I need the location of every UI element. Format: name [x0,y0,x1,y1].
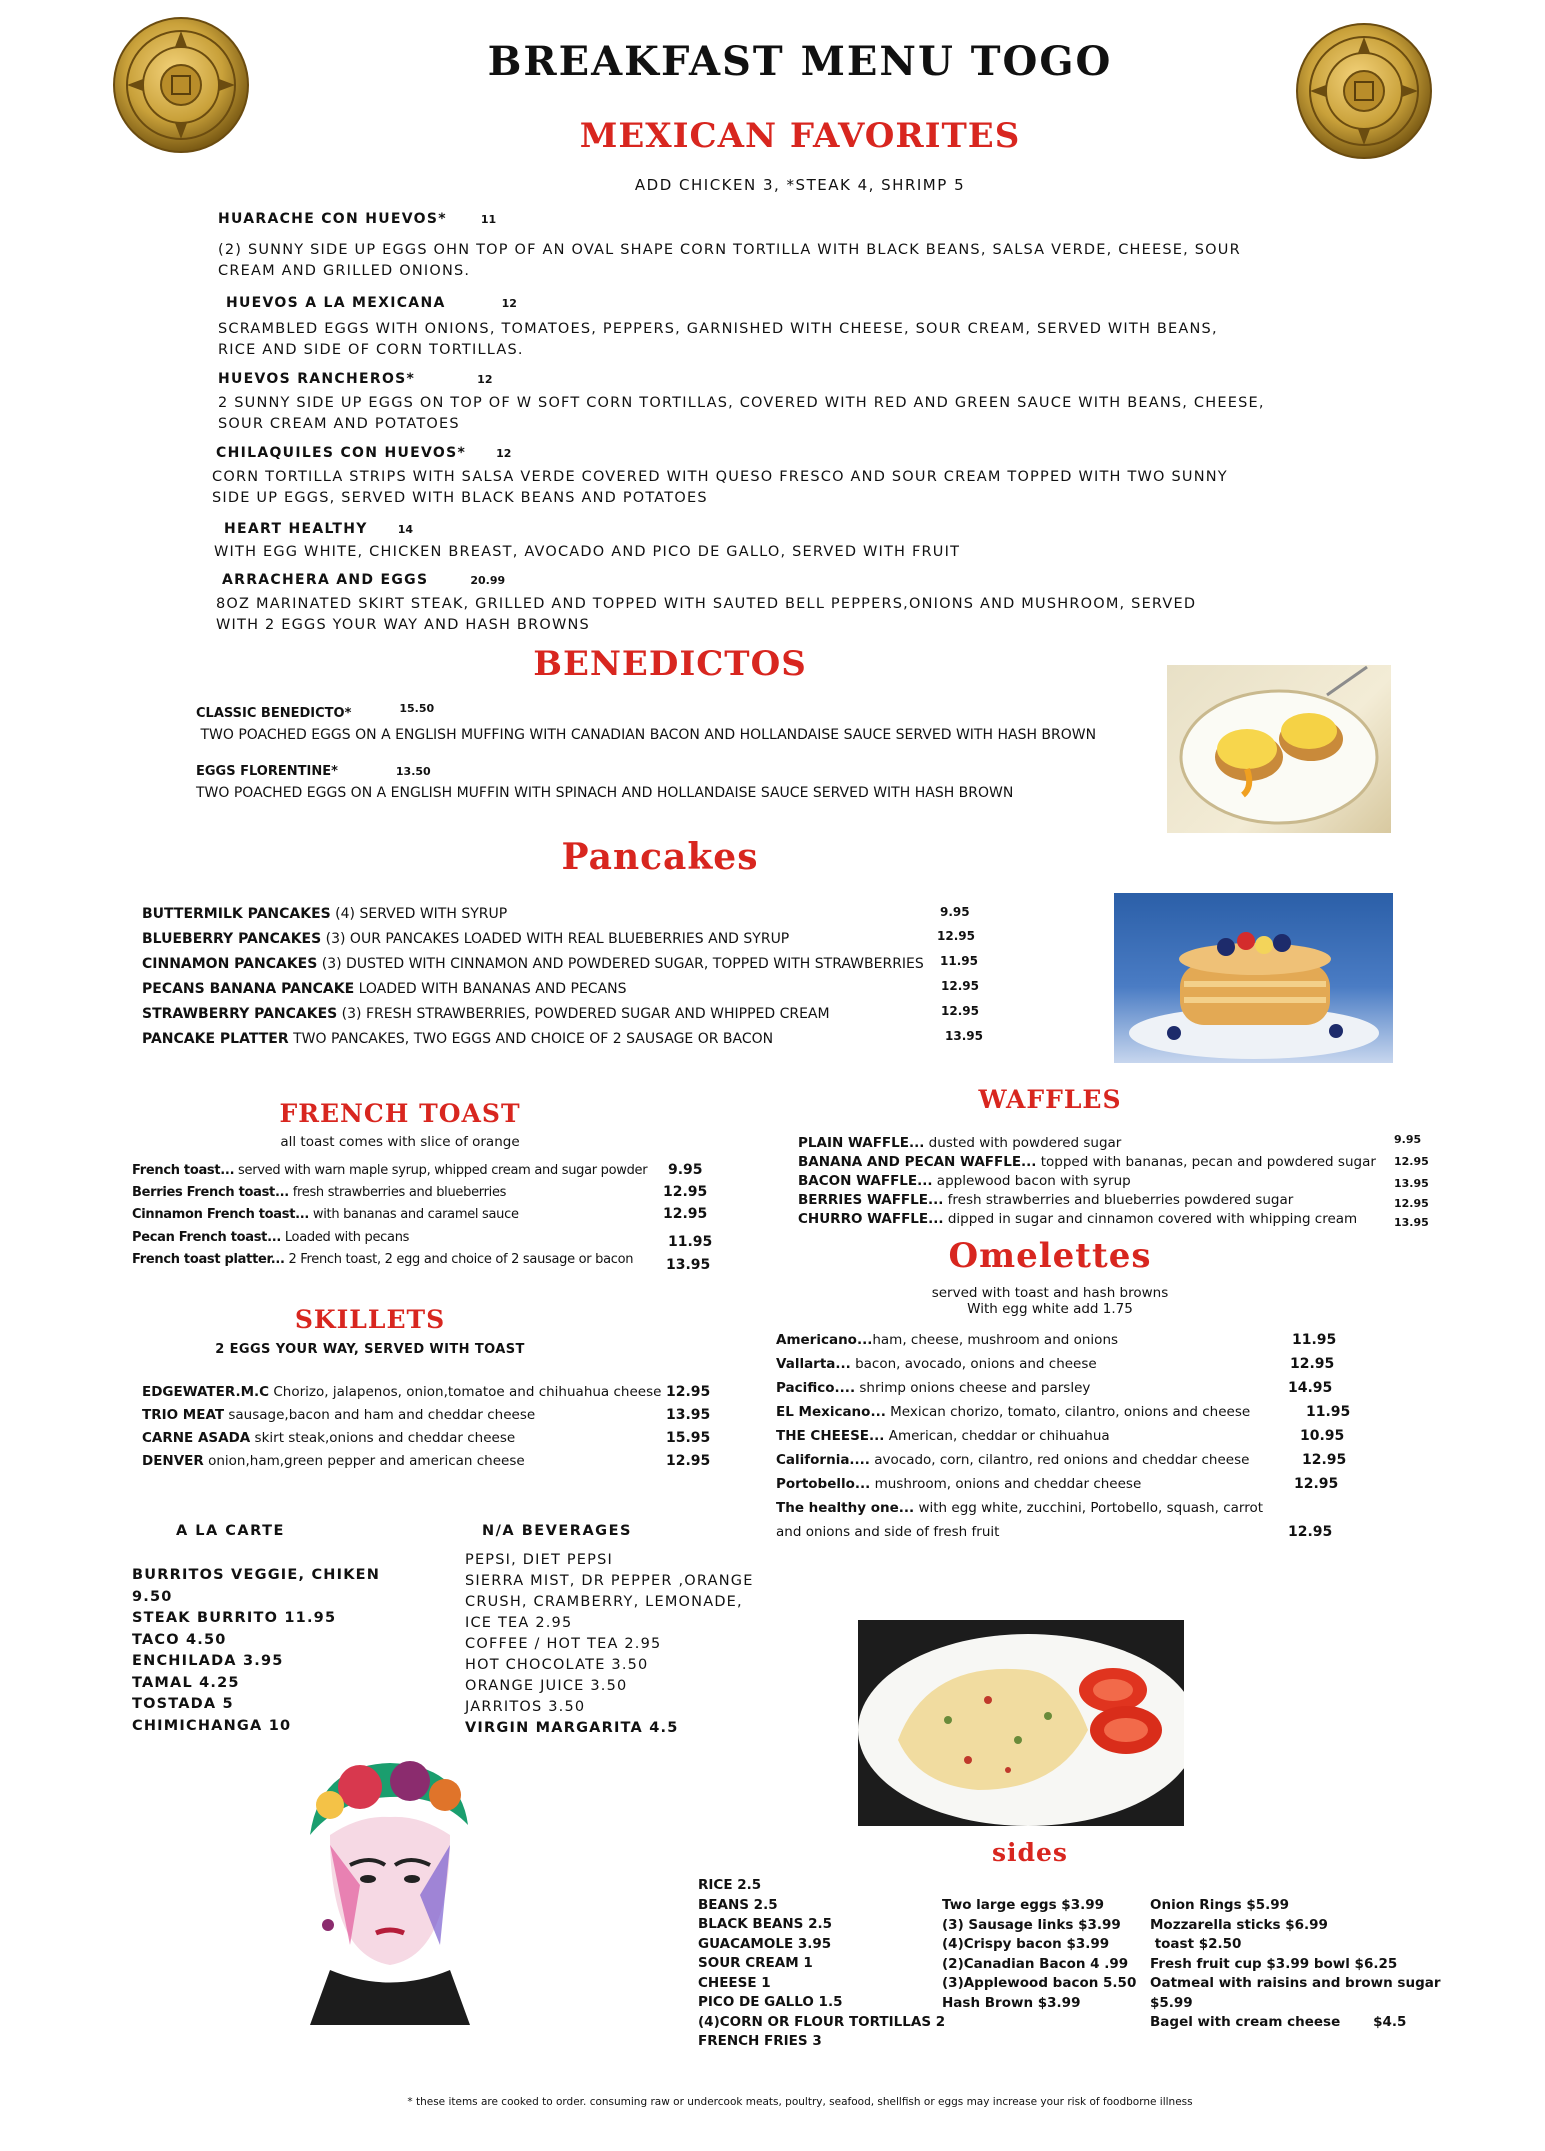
item-description: ham, cheese, mushroom and onions [872,1332,1119,1348]
item-price: 13.95 [666,1257,711,1273]
item-description: applewood bacon with syrup [932,1173,1131,1189]
mexican-item [226,292,517,311]
benedictos-title: BENEDICTOS [533,644,807,684]
item-price: 12.95 [941,979,979,993]
sides-column-2 [942,1896,1136,2013]
list-item: STEAK BURRITO 11.95 [132,1610,337,1626]
list-item: CHEESE 1 [698,1974,771,1991]
item-price: 13.95 [666,1407,711,1423]
omelettes-note-egg-white: With egg white add 1.75 [967,1301,1133,1317]
a-la-carte-list [132,1565,380,1737]
item-description: (2) SUNNY SIDE UP EGGS OHN TOP OF AN OVAL SHAPE CORN TORTILLA WITH BLACK BEANS, SALSA VERDE, CHEESE, SOUR CREAM AND GRILLED ONIONS. [218,242,1241,279]
list-item: $5.99 [1150,1994,1193,2011]
sides-title: sides [991,1838,1069,1867]
list-item: BLACK BEANS 2.5 [698,1916,833,1932]
waffle-item [798,1135,1121,1151]
list-item: Fresh fruit cup $3.99 bowl $6.25 [1150,1955,1398,1972]
omelette-plate-photo [858,1620,1184,1826]
eggs-benedict-photo [1167,665,1391,833]
item-description: TWO PANCAKES, TWO EGGS AND CHOICE OF 2 SAUSAGE OR BACON [288,1031,774,1047]
item-name: CARNE ASADA [142,1430,251,1446]
item-price: 12.95 [666,1453,711,1469]
beverages-list [465,1550,754,1739]
french-toast-item [132,1207,519,1222]
item-price: 11.95 [1292,1332,1337,1348]
item-price: 13.50 [395,765,431,778]
item-price: 12.95 [1302,1452,1347,1468]
omelette-item [776,1356,1097,1372]
item-description: shrimp onions cheese and parsley [855,1380,1091,1396]
list-item: Onion Rings $5.99 [1150,1897,1290,1913]
item-description: (3) FRESH STRAWBERRIES, POWDERED SUGAR AND WHIPPED CREAM [337,1006,830,1022]
item-price: 12.95 [663,1206,708,1222]
list-item: toast $2.50 [1150,1936,1242,1952]
item-name: Portobello... [776,1476,871,1492]
item-name: CLASSIC BENEDICTO* [196,706,352,721]
item-name: Cinnamon French toast... [132,1207,310,1222]
french-toast-note: all toast comes with slice of orange [280,1134,520,1150]
list-item: PEPSI, DIET PEPSI [465,1552,613,1568]
item-name: ARRACHERA AND EGGS [222,572,429,588]
list-item: (3) Sausage links $3.99 [942,1916,1121,1933]
item-price: 12 [501,297,517,310]
item-name: HUEVOS A LA MEXICANA [226,295,446,311]
item-price: 15.50 [399,702,435,715]
item-price: 12.95 [666,1384,711,1400]
item-name: BERRIES WAFFLE... [798,1192,944,1208]
footer-disclaimer: * these items are cooked to order. consuming raw or undercook meats, poultry, seafood, shellfish or eggs may increase your risk of foodborne illness [407,2096,1193,2108]
item-description: topped with bananas, pecan and powdered sugar [1036,1154,1376,1170]
item-description: avocado, corn, cilantro, red onions and cheddar cheese [869,1452,1250,1468]
item-description: bacon, avocado, onions and cheese [850,1356,1097,1372]
omelette-item-continued: and onions and side of fresh fruit [776,1524,1000,1540]
a-la-carte-title: A LA CARTE [176,1523,285,1539]
list-item: HOT CHOCOLATE 3.50 [465,1657,649,1673]
item-price: 12.95 [1290,1356,1335,1372]
item-name: CHILAQUILES CON HUEVOS* [216,445,467,461]
item-description: served with warn maple syrup, whipped cream and sugar powder [234,1163,648,1178]
item-price: 12 [496,447,512,460]
list-item: ICE TEA 2.95 [465,1615,573,1631]
item-price: 14.95 [1288,1380,1333,1396]
item-name: PANCAKE PLATTER [142,1031,289,1047]
french-toast-item [132,1163,647,1178]
skillet-item [142,1407,535,1423]
item-name: DENVER [142,1453,204,1469]
item-name: French toast platter... [132,1252,285,1267]
item-price: 12.95 [663,1184,708,1200]
waffle-item [798,1192,1293,1208]
item-price: 12 [477,373,493,386]
omelette-item [776,1428,1110,1444]
item-description: LOADED WITH BANANAS AND PECANS [354,981,627,997]
item-description: Chorizo, jalapenos, onion,tomatoe and chihuahua cheese [269,1384,662,1400]
item-description: (3) DUSTED WITH CINNAMON AND POWDERED SUGAR, TOPPED WITH STRAWBERRIES [317,956,924,972]
item-description: SCRAMBLED EGGS WITH ONIONS, TOMATOES, PEPPERS, GARNISHED WITH CHEESE, SOUR CREAM, SERVED WITH BEANS, RICE AND SIDE OF CORN TORTILLAS. [218,321,1218,358]
item-description: dusted with powdered sugar [924,1135,1122,1151]
benedicto-item [196,764,431,779]
item-description: with egg white, zucchini, Portobello, squash, carrot [914,1500,1264,1516]
list-item: BURRITOS VEGGIE, CHIKEN [132,1567,381,1583]
mexican-item [222,569,505,588]
item-name: The healthy one... [776,1500,915,1516]
waffles-title: WAFFLES [978,1085,1122,1114]
item-description: TWO POACHED EGGS ON A ENGLISH MUFFING WITH CANADIAN BACON AND HOLLANDAISE SAUCE SERVED WITH HASH BROWN [196,727,1097,743]
item-price: 20.99 [470,574,506,587]
list-item: TAMAL 4.25 [132,1674,240,1691]
pancake-item [142,956,924,972]
item-name: CINNAMON PANCAKES [142,956,318,972]
pancake-item [142,1031,773,1047]
list-item: PICO DE GALLO 1.5 [698,1994,843,2010]
item-price: 13.95 [1394,1177,1429,1190]
item-name: CHURRO WAFFLE... [798,1211,944,1227]
item-description: fresh strawberries and blueberries [288,1185,507,1200]
pancake-item [142,981,627,997]
list-item: ORANGE JUICE 3.50 [465,1678,628,1694]
item-description: WITH EGG WHITE, CHICKEN BREAST, AVOCADO AND PICO DE GALLO, SERVED WITH FRUIT [214,544,961,560]
list-item: JARRITOS 3.50 [465,1699,586,1715]
omelette-item [776,1380,1090,1396]
item-name: Pecan French toast... [132,1230,282,1245]
list-item: Mozzarella sticks $6.99 [1150,1916,1328,1933]
list-item: (3)Applewood bacon 5.50 [942,1975,1137,1991]
omelette-item [776,1332,1118,1348]
pancake-item [142,1006,830,1022]
item-description: 2 SUNNY SIDE UP EGGS ON TOP OF W SOFT CORN TORTILLAS, COVERED WITH RED AND GREEN SAUCE WITH BEANS, CHEESE, SOUR CREAM AND POTATOES [218,395,1265,432]
item-name: Berries French toast... [132,1185,289,1200]
skillet-item [142,1384,661,1400]
list-item: COFFEE / HOT TEA 2.95 [465,1636,662,1652]
list-item: Hash Brown $3.99 [942,1994,1081,2011]
item-price: 12.95 [1394,1155,1429,1168]
waffle-item [798,1154,1376,1170]
item-name: TRIO MEAT [142,1407,225,1423]
mexican-item [224,518,413,537]
item-name: PECANS BANANA PANCAKE [142,981,355,997]
pancakes-title: Pancakes [561,836,759,878]
item-name: BANANA AND PECAN WAFFLE... [798,1154,1037,1170]
omelettes-title: Omelettes [948,1236,1152,1276]
skillet-item [142,1453,525,1469]
skillets-title: SKILLETS [294,1305,446,1334]
list-item: RICE 2.5 [698,1877,762,1893]
item-price: 12.95 [1288,1524,1333,1540]
item-price: 12.95 [937,929,975,943]
item-name: BLUEBERRY PANCAKES [142,931,322,947]
french-toast-item [132,1185,506,1200]
item-price: 12.95 [1394,1197,1429,1210]
list-item: CHIMICHANGA 10 [132,1717,292,1734]
list-item: CRUSH, CRAMBERRY, LEMONADE, [465,1594,743,1610]
mexican-title: MEXICAN FAVORITES [579,116,1021,156]
item-description: dipped in sugar and cinnamon covered with whipping cream [943,1211,1358,1227]
pancake-item [142,931,789,947]
item-price: 11.95 [1306,1404,1351,1420]
list-item: Two large eggs $3.99 [942,1897,1105,1913]
item-name: California.... [776,1452,870,1468]
list-item: SOUR CREAM 1 [698,1955,813,1971]
list-item: SIERRA MIST, DR PEPPER ,ORANGE [465,1573,754,1589]
benedicto-item [196,702,435,721]
item-name: BUTTERMILK PANCAKES [142,906,331,922]
list-item: VIRGIN MARGARITA 4.5 [465,1720,679,1736]
item-description: Mexican chorizo, tomato, cilantro, onions and cheese [885,1404,1251,1420]
french-toast-title: FRENCH TOAST [279,1099,521,1128]
list-item: ENCHILADA 3.95 [132,1653,284,1669]
item-name: HEART HEALTHY [224,521,368,537]
item-name: EGGS FLORENTINE* [196,764,338,779]
item-description: sausage,bacon and ham and cheddar cheese [224,1407,536,1423]
mexican-item [216,442,511,461]
item-name: EL Mexicano... [776,1404,886,1420]
item-description: fresh strawberries and blueberries powdered sugar [943,1192,1294,1208]
item-name: Vallarta... [776,1356,851,1372]
omelettes-note: served with toast and hash browns [931,1285,1169,1301]
skillet-item [142,1430,515,1446]
item-name: STRAWBERRY PANCAKES [142,1006,338,1022]
item-description: with bananas and caramel sauce [309,1207,519,1222]
omelette-item [776,1452,1249,1468]
list-item: Bagel with cream cheese $4.5 [1150,2014,1407,2030]
item-description: 2 French toast, 2 egg and choice of 2 sausage or bacon [284,1252,634,1267]
item-name: HUARACHE CON HUEVOS* [218,211,447,227]
item-price: 9.95 [1394,1133,1422,1146]
list-item: (2)Canadian Bacon 4 .99 [942,1955,1129,1972]
list-item: FRENCH FRIES 3 [698,2033,822,2049]
item-price: 12.95 [1294,1476,1339,1492]
french-toast-item [132,1230,409,1245]
list-item: GUACAMOLE 3.95 [698,1935,832,1952]
pancake-stack-photo [1114,893,1393,1063]
list-item: BEANS 2.5 [698,1896,778,1913]
mexican-note: ADD CHICKEN 3, *STEAK 4, SHRIMP 5 [634,176,966,194]
omelette-item [776,1476,1141,1492]
omelette-item [776,1500,1263,1516]
item-description: CORN TORTILLA STRIPS WITH SALSA VERDE COVERED WITH QUESO FRESCO AND SOUR CREAM TOPPED WITH TWO SUNNY SIDE UP EGGS, SERVED WITH BLACK BEANS AND POTATOES [212,469,1228,506]
item-name: HUEVOS RANCHEROS* [218,371,416,387]
item-description: Loaded with pecans [281,1230,410,1245]
pancake-item [142,906,507,922]
skillets-note: 2 EGGS YOUR WAY, SERVED WITH TOAST [215,1342,525,1357]
item-price: 11 [480,213,497,226]
item-name: Americano... [776,1332,873,1348]
item-description: mushroom, onions and cheddar cheese [870,1476,1142,1492]
item-description: 8OZ MARINATED SKIRT STEAK, GRILLED AND TOPPED WITH SAUTED BELL PEPPERS,ONIONS AND MUSHROOM, SERVED WITH 2 EGGS YOUR WAY AND HASH BROWNS [216,596,1197,633]
item-name: Pacifico.... [776,1380,856,1396]
beverages-title: N/A BEVERAGES [482,1523,632,1539]
list-item: TOSTADA 5 [132,1696,234,1712]
mexican-item [218,208,496,227]
item-description: onion,ham,green pepper and american cheese [203,1453,525,1469]
item-price: 9.95 [668,1162,703,1178]
item-name: French toast... [132,1163,235,1178]
item-price: 13.95 [945,1029,983,1043]
item-description: (3) OUR PANCAKES LOADED WITH REAL BLUEBERRIES AND SYRUP [321,931,790,947]
frida-portrait-illustration [290,1755,490,2025]
sides-column-3 [1150,1896,1441,2033]
item-description: skirt steak,onions and cheddar cheese [250,1430,516,1446]
list-item: TACO 4.50 [132,1631,227,1648]
item-price: 11.95 [940,954,978,968]
list-item: 9.50 [132,1588,173,1605]
item-price: 14 [397,523,414,536]
list-item: Oatmeal with raisins and brown sugar [1150,1975,1441,1991]
sides-column-1 [698,1876,945,2052]
page-title: BREAKFAST MENU TOGO [487,38,1113,85]
french-toast-item [132,1252,633,1267]
waffle-item [798,1173,1131,1189]
item-name: THE CHEESE... [776,1428,885,1444]
item-description: TWO POACHED EGGS ON A ENGLISH MUFFIN WITH SPINACH AND HOLLANDAISE SAUCE SERVED WITH HASH BROWN [196,785,1014,801]
item-price: 10.95 [1300,1428,1345,1444]
item-price: 11.95 [668,1234,713,1250]
mexican-item [218,368,492,387]
item-name: BACON WAFFLE... [798,1173,933,1189]
item-price: 12.95 [941,1004,979,1018]
item-description: (4) SERVED WITH SYRUP [330,906,508,922]
omelette-item [776,1404,1250,1420]
item-description: American, cheddar or chihuahua [884,1428,1110,1444]
waffle-item [798,1211,1357,1227]
item-price: 15.95 [666,1430,711,1446]
list-item: (4)CORN OR FLOUR TORTILLAS 2 [698,2013,946,2030]
list-item: (4)Crispy bacon $3.99 [942,1936,1110,1952]
item-name: EDGEWATER.M.C [142,1384,270,1400]
item-name: PLAIN WAFFLE... [798,1135,925,1151]
item-price: 13.95 [1394,1216,1429,1229]
item-price: 9.95 [940,905,970,919]
